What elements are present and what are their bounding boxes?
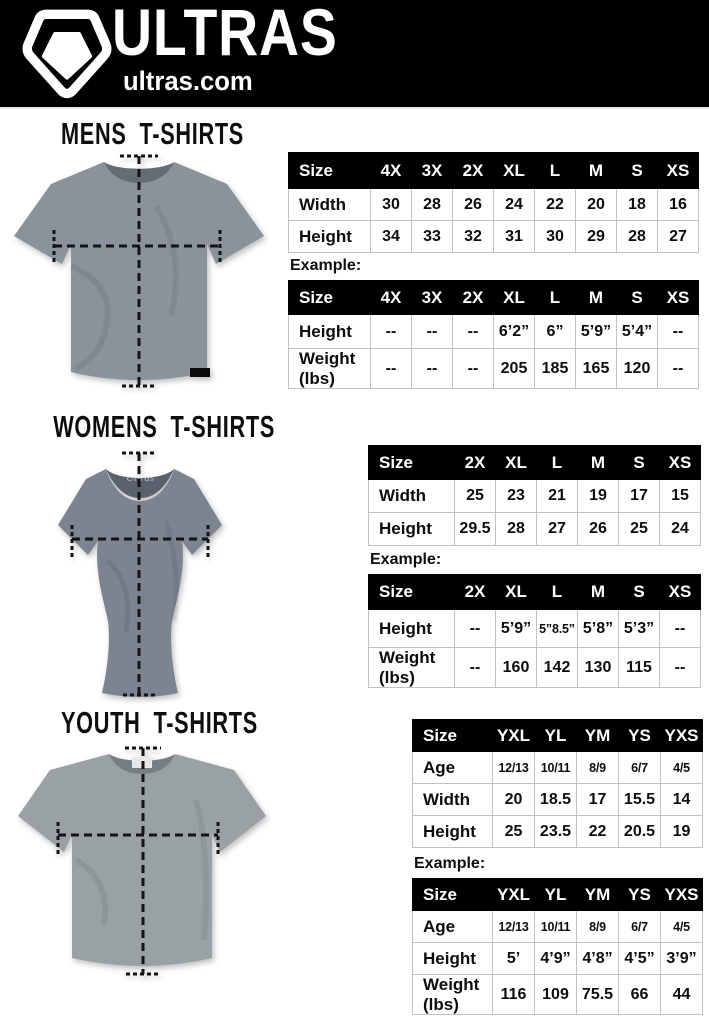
table-row (413, 784, 703, 816)
value-cell: 19 (578, 480, 619, 513)
value-cell: 4’5” (619, 943, 661, 975)
value-cell: -- (412, 315, 453, 349)
row-label: Age (413, 911, 493, 943)
size-column-header: YS (619, 879, 661, 911)
value-cell: 25 (455, 480, 496, 513)
youth-tshirt-illustration (6, 740, 272, 982)
value-cell: 34 (371, 221, 412, 253)
mens-example-label: Example: (290, 257, 362, 274)
value-cell: -- (453, 315, 494, 349)
value-cell: 6’2” (494, 315, 535, 349)
value-cell: 5’ (493, 943, 535, 975)
value-cell: 4/5 (661, 911, 703, 943)
row-label: Height (413, 943, 493, 975)
mens-tshirt-body (14, 162, 264, 380)
hem-tag (190, 368, 210, 377)
value-cell: 20.5 (619, 816, 661, 848)
mens-section-title: MENS T-SHIRTS (61, 116, 244, 151)
value-cell: 27 (658, 221, 699, 253)
value-cell: 25 (493, 816, 535, 848)
size-column-header: L (537, 575, 578, 610)
value-cell: 66 (619, 975, 661, 1015)
womens-example-label: Example: (370, 551, 442, 568)
value-cell: 6” (535, 315, 576, 349)
table-row (289, 189, 699, 221)
size-column-header: YS (619, 720, 661, 752)
size-column-header: XS (660, 446, 701, 480)
value-cell: 6/7 (619, 911, 661, 943)
value-cell: 20 (576, 189, 617, 221)
value-cell: 130 (578, 648, 619, 688)
womens-tshirt-illustration (26, 441, 258, 703)
row-label: Width (369, 480, 455, 513)
value-cell: 4’9” (535, 943, 577, 975)
size-column-header: L (537, 446, 578, 480)
value-cell: 30 (371, 189, 412, 221)
size-column-header: M (576, 153, 617, 189)
table-row (413, 752, 703, 784)
size-column-header: S (619, 446, 660, 480)
value-cell: 12/13 (493, 752, 535, 784)
value-cell: 120 (617, 349, 658, 389)
value-cell: 15 (660, 480, 701, 513)
table-row (369, 513, 701, 546)
youth-example-table (412, 878, 703, 1015)
row-label: Height (289, 221, 371, 253)
value-cell: 17 (619, 480, 660, 513)
value-cell: 10/11 (535, 752, 577, 784)
size-header-label: Size (413, 720, 493, 752)
value-cell: 4’8” (577, 943, 619, 975)
value-cell: 8/9 (577, 752, 619, 784)
value-cell: 23 (496, 480, 537, 513)
womens-section-title: WOMENS T-SHIRTS (53, 409, 275, 444)
value-cell: -- (455, 648, 496, 688)
size-column-header: M (578, 575, 619, 610)
value-cell: 10/11 (535, 911, 577, 943)
value-cell: 8/9 (577, 911, 619, 943)
table-row (369, 648, 701, 688)
size-column-header: 3X (412, 153, 453, 189)
value-cell: 32 (453, 221, 494, 253)
row-label: Height (289, 315, 371, 349)
value-cell: -- (660, 610, 701, 648)
size-column-header: 4X (371, 153, 412, 189)
value-cell: -- (371, 349, 412, 389)
size-column-header: M (576, 281, 617, 315)
size-column-header: S (619, 575, 660, 610)
size-column-header: YXS (661, 720, 703, 752)
value-cell: 28 (617, 221, 658, 253)
row-label: Height (369, 610, 455, 648)
value-cell: 21 (537, 480, 578, 513)
table-row (369, 480, 701, 513)
size-column-header: YL (535, 879, 577, 911)
value-cell: 75.5 (577, 975, 619, 1015)
value-cell: 28 (496, 513, 537, 546)
value-cell: 165 (576, 349, 617, 389)
value-cell: 5”8.5” (537, 610, 578, 648)
size-column-header: XS (658, 153, 699, 189)
value-cell: 27 (537, 513, 578, 546)
size-column-header: XS (658, 281, 699, 315)
mens-example-table (288, 280, 699, 389)
value-cell: 5’4” (617, 315, 658, 349)
row-label: Weight (lbs) (369, 648, 455, 688)
size-column-header: 2X (455, 446, 496, 480)
value-cell: 5’9” (496, 610, 537, 648)
size-header-label: Size (369, 446, 455, 480)
size-column-header: YM (577, 720, 619, 752)
row-label: Weight (lbs) (289, 349, 371, 389)
value-cell: 15.5 (619, 784, 661, 816)
table-row (413, 816, 703, 848)
brand-name: ULTRAS (112, 0, 338, 69)
value-cell: 29 (576, 221, 617, 253)
value-cell: 20 (493, 784, 535, 816)
size-header-label: Size (289, 153, 371, 189)
table-row (413, 975, 703, 1015)
value-cell: 116 (493, 975, 535, 1015)
size-column-header: XL (496, 446, 537, 480)
header-divider (0, 107, 709, 109)
value-cell: 3’9” (661, 943, 703, 975)
value-cell: 24 (494, 189, 535, 221)
brand-site-url: ultras.com (123, 66, 253, 96)
value-cell: 142 (537, 648, 578, 688)
value-cell: -- (658, 349, 699, 389)
size-column-header: 2X (453, 281, 494, 315)
value-cell: -- (412, 349, 453, 389)
size-column-header: 3X (412, 281, 453, 315)
value-cell: -- (371, 315, 412, 349)
value-cell: 18 (617, 189, 658, 221)
value-cell: 16 (658, 189, 699, 221)
size-column-header: YXS (661, 879, 703, 911)
value-cell: 22 (535, 189, 576, 221)
size-column-header: L (535, 153, 576, 189)
value-cell: -- (453, 349, 494, 389)
size-column-header: YXL (493, 720, 535, 752)
value-cell: 115 (619, 648, 660, 688)
value-cell: 6/7 (619, 752, 661, 784)
table-row (369, 610, 701, 648)
value-cell: 5’8” (578, 610, 619, 648)
value-cell: -- (455, 610, 496, 648)
size-column-header: XL (496, 575, 537, 610)
size-column-header: XL (494, 153, 535, 189)
table-row (413, 911, 703, 943)
value-cell: 25 (619, 513, 660, 546)
value-cell: 185 (535, 349, 576, 389)
value-cell: 109 (535, 975, 577, 1015)
size-column-header: L (535, 281, 576, 315)
value-cell: 5’3” (619, 610, 660, 648)
womens-size-table (368, 445, 701, 546)
size-column-header: XS (660, 575, 701, 610)
womens-example-table (368, 574, 701, 688)
size-column-header: 4X (371, 281, 412, 315)
value-cell: -- (658, 315, 699, 349)
ultras-pentagon-logo-icon (20, 5, 114, 102)
table-row (289, 349, 699, 389)
value-cell: 33 (412, 221, 453, 253)
table-row (289, 221, 699, 253)
value-cell: 12/13 (493, 911, 535, 943)
size-header-label: Size (413, 879, 493, 911)
row-label: Height (369, 513, 455, 546)
value-cell: 14 (661, 784, 703, 816)
value-cell: 22 (577, 816, 619, 848)
row-label: Width (413, 784, 493, 816)
value-cell: 29.5 (455, 513, 496, 546)
row-label: Width (289, 189, 371, 221)
size-column-header: YXL (493, 879, 535, 911)
value-cell: 44 (661, 975, 703, 1015)
size-column-header: S (617, 153, 658, 189)
collar-watermark: Ultras (125, 472, 155, 484)
size-column-header: 2X (455, 575, 496, 610)
size-column-header: M (578, 446, 619, 480)
size-header-label: Size (289, 281, 371, 315)
value-cell: 26 (578, 513, 619, 546)
value-cell: 17 (577, 784, 619, 816)
size-column-header: YL (535, 720, 577, 752)
size-column-header: XL (494, 281, 535, 315)
value-cell: 4/5 (661, 752, 703, 784)
value-cell: 205 (494, 349, 535, 389)
header-bar (0, 0, 709, 107)
size-column-header: S (617, 281, 658, 315)
value-cell: 28 (412, 189, 453, 221)
value-cell: 5’9” (576, 315, 617, 349)
size-column-header: 2X (453, 153, 494, 189)
mens-tshirt-illustration (6, 146, 272, 394)
youth-size-table (412, 719, 703, 848)
mens-size-table (288, 152, 699, 253)
value-cell: 18.5 (535, 784, 577, 816)
row-label: Age (413, 752, 493, 784)
value-cell: 160 (496, 648, 537, 688)
value-cell: 19 (661, 816, 703, 848)
value-cell: 24 (660, 513, 701, 546)
size-column-header: YM (577, 879, 619, 911)
value-cell: 30 (535, 221, 576, 253)
row-label: Weight (lbs) (413, 975, 493, 1015)
youth-section-title: YOUTH T-SHIRTS (61, 705, 258, 740)
value-cell: 31 (494, 221, 535, 253)
value-cell: 23.5 (535, 816, 577, 848)
value-cell: 26 (453, 189, 494, 221)
table-row (289, 315, 699, 349)
value-cell: -- (660, 648, 701, 688)
youth-example-label: Example: (414, 855, 486, 872)
row-label: Height (413, 816, 493, 848)
size-header-label: Size (369, 575, 455, 610)
table-row (413, 943, 703, 975)
